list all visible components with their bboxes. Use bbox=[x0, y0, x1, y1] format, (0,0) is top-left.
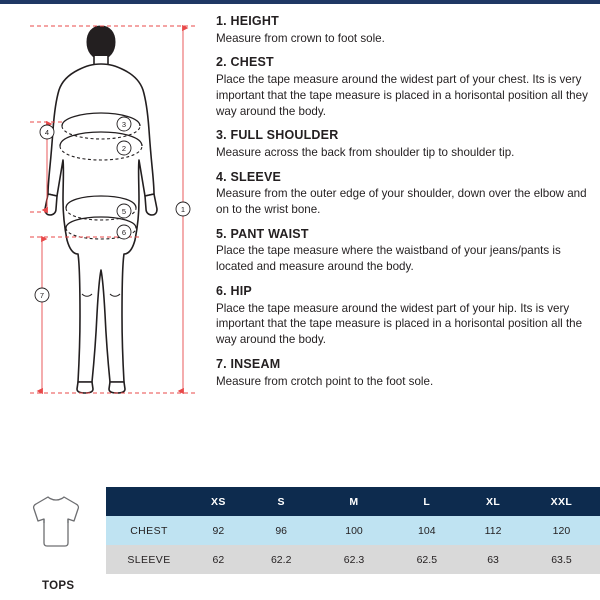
instruction-inseam bbox=[216, 357, 588, 389]
instruction-body: Measure from the outer edge of your shoulder, down over the elbow and on to the wrist bone. bbox=[216, 187, 587, 217]
svg-text:3: 3 bbox=[121, 120, 127, 129]
size-table bbox=[106, 487, 600, 574]
instruction-body: Measure from crotch point to the foot sole. bbox=[216, 374, 434, 388]
svg-text:1: 1 bbox=[180, 205, 186, 214]
cell-sleeve-s: 62.2 bbox=[245, 545, 318, 574]
callout-3 bbox=[117, 117, 131, 131]
callout-2 bbox=[117, 141, 131, 155]
instruction-chest bbox=[216, 55, 588, 119]
col-header-xl: XL bbox=[463, 487, 523, 516]
instruction-title: 3. FULL SHOULDER bbox=[216, 128, 339, 143]
instruction-hip bbox=[216, 284, 588, 348]
cell-chest-xl: 112 bbox=[463, 516, 523, 545]
sweater-icon bbox=[30, 493, 82, 554]
col-header-m: M bbox=[318, 487, 391, 516]
instruction-title: 2. CHEST bbox=[216, 55, 274, 70]
col-header-xxl: XXL bbox=[523, 487, 600, 516]
callout-7 bbox=[35, 288, 49, 302]
cell-chest-l: 104 bbox=[390, 516, 463, 545]
col-header-xs: XS bbox=[192, 487, 245, 516]
category-tops bbox=[0, 485, 106, 600]
table-header-row bbox=[106, 487, 600, 516]
table-row bbox=[106, 516, 600, 545]
cell-chest-xxl: 120 bbox=[523, 516, 600, 545]
instruction-body: Place the tape measure where the waistband of your jeans/pants is located and measure around the body. bbox=[216, 244, 561, 274]
cell-sleeve-l: 62.5 bbox=[390, 545, 463, 574]
col-header-l: L bbox=[390, 487, 463, 516]
measurement-figure bbox=[0, 4, 210, 434]
cell-sleeve-xl: 63 bbox=[463, 545, 523, 574]
callout-6 bbox=[117, 225, 131, 239]
cell-sleeve-xs: 62 bbox=[192, 545, 245, 574]
table-corner-cell bbox=[106, 487, 192, 516]
instruction-title: 6. HIP bbox=[216, 284, 252, 299]
row-label-chest: CHEST bbox=[106, 516, 192, 545]
svg-text:7: 7 bbox=[39, 291, 45, 300]
col-header-s: S bbox=[245, 487, 318, 516]
callout-4 bbox=[40, 125, 54, 139]
callout-1 bbox=[176, 202, 190, 216]
instruction-body: Place the tape measure around the widest part of your chest. Its is very important that the tape measure is placed in a horisontal position all they way around the body. bbox=[216, 73, 588, 118]
cell-chest-m: 100 bbox=[318, 516, 391, 545]
instruction-body: Place the tape measure around the widest part of your hip. Its is very important that the tape measure is placed in a horisontal position all the way around the body. bbox=[216, 301, 583, 347]
cell-sleeve-xxl: 63.5 bbox=[523, 545, 600, 574]
measurement-instructions bbox=[216, 14, 588, 398]
instruction-sleeve bbox=[216, 170, 588, 218]
cell-chest-s: 96 bbox=[245, 516, 318, 545]
instruction-title: 5. PANT WAIST bbox=[216, 226, 309, 241]
svg-text:6: 6 bbox=[121, 228, 127, 237]
instruction-pant-waist bbox=[216, 227, 588, 275]
cell-sleeve-m: 62.3 bbox=[318, 545, 391, 574]
instruction-body: Measure across the back from shoulder tip to shoulder tip. bbox=[216, 145, 515, 159]
instruction-title: 4. SLEEVE bbox=[216, 169, 282, 184]
instruction-height bbox=[216, 14, 588, 46]
instruction-full-shoulder bbox=[216, 128, 588, 160]
cell-chest-xs: 92 bbox=[192, 516, 245, 545]
row-label-sleeve: SLEEVE bbox=[106, 545, 192, 574]
svg-text:5: 5 bbox=[121, 207, 127, 216]
svg-text:2: 2 bbox=[121, 144, 127, 153]
size-chart bbox=[0, 485, 600, 600]
svg-text:4: 4 bbox=[44, 128, 50, 137]
table-row bbox=[106, 545, 600, 574]
instruction-body: Measure from crown to foot sole. bbox=[216, 31, 385, 45]
callout-5 bbox=[117, 204, 131, 218]
category-label: TOPS bbox=[42, 580, 75, 592]
instruction-title: 7. INSEAM bbox=[216, 356, 281, 371]
instruction-title: 1. HEIGHT bbox=[216, 14, 279, 28]
